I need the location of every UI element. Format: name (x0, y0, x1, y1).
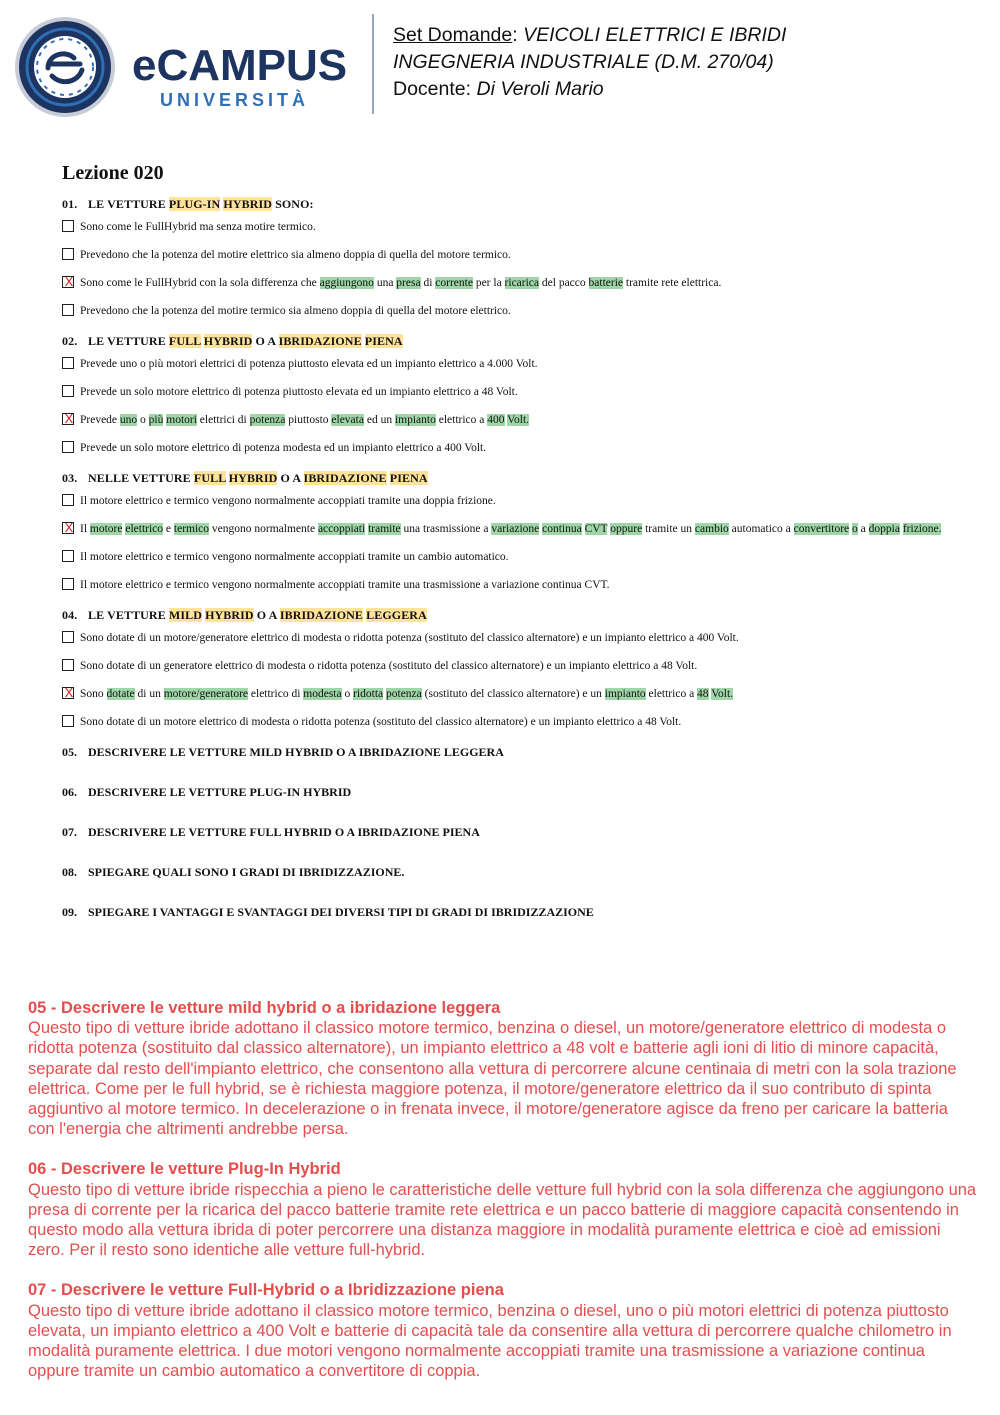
option-text (80, 551, 509, 563)
open-question-title (62, 822, 974, 842)
text-segment: e (163, 523, 174, 535)
answer-option (62, 303, 974, 319)
highlighted-text: motore/generatore (163, 688, 249, 700)
course-line (393, 49, 786, 76)
highlighted-text: termico (173, 523, 210, 535)
answer-option (62, 630, 974, 646)
highlighted-text: elettrico (125, 523, 164, 535)
highlighted-text: modesta (303, 688, 342, 700)
text-segment: automatico a (728, 523, 794, 535)
text-segment: piuttosto (285, 414, 332, 426)
highlighted-text: uno (119, 414, 138, 426)
checkbox-icon[interactable] (62, 659, 74, 671)
text-segment: una (373, 277, 397, 289)
text-segment: Sono come le FullHybrid con la sola differenza che (80, 277, 320, 289)
question-title (62, 605, 974, 625)
open-question-title (62, 782, 974, 802)
answer-option (62, 275, 974, 291)
answers-section (28, 998, 978, 1401)
checkbox-icon[interactable] (62, 385, 74, 397)
answer-option (62, 412, 974, 428)
option-text (80, 579, 610, 591)
question-number: 06. (62, 785, 77, 799)
checkbox-icon[interactable] (62, 578, 74, 590)
answer-option (62, 247, 974, 263)
answer-body: Questo tipo di vetture ibride adottano il classico motore termico, benzina o diesel, un motore/generatore elettrico di modesta o ridotta potenza (sostituito dal classico alternatore), un impianto elettrico a 48 volt e batterie agli ioni di litio di minore capacità, separate dal resto dell'impianto elettrico, che consentono alla vettura di percorrere alcune centinaia di metri con la sola trazione elettrica. Come per le full hybrid, se è richiesta maggiore potenza, il motore/generatore elettrico da il suo contributo di spinta aggiuntivo al motore termico. In decelerazione o in frenata invece, il motore/generatore agisce da freno per caricare la batteria con l'energia che altrimenti andrebbe persa. (28, 1019, 957, 1139)
text-segment: una trasmissione a (400, 523, 492, 535)
highlighted-text: PLUG-IN (168, 197, 221, 211)
question-block (62, 468, 974, 593)
highlighted-text: impianto (604, 688, 646, 700)
question-number: 05. (62, 745, 77, 759)
question-number: 09. (62, 905, 77, 919)
option-text (80, 632, 739, 644)
answer-option (62, 521, 974, 537)
text-segment: tramite un (642, 523, 695, 535)
text-segment: Il motore elettrico e termico vengono normalmente accoppiati tramite una doppia frizione. (80, 495, 496, 507)
text-segment: O A (252, 334, 279, 348)
option-text (80, 249, 511, 261)
text-segment: o (341, 688, 354, 700)
checked-checkbox-icon[interactable] (62, 276, 74, 288)
text-segment: di un (134, 688, 164, 700)
text-segment: LE VETTURE (88, 334, 169, 348)
question-number: 08. (62, 865, 77, 879)
question-number: 02. (62, 334, 78, 348)
open-questions-list (62, 742, 974, 922)
highlighted-text: dotate (106, 688, 135, 700)
text-segment: Prevede un solo motore elettrico di potenza modesta ed un impianto elettrico a 400 Volt. (80, 442, 487, 454)
question-text: DESCRIVERE LE VETTURE FULL HYBRID O A IBRIDAZIONE PIENA (88, 825, 480, 839)
logo-sub-text: UNIVERSITÀ (160, 90, 310, 110)
question-block (62, 605, 974, 730)
text-segment: elettrico di (248, 688, 304, 700)
option-text (80, 660, 697, 672)
highlighted-text: FULL (168, 334, 201, 348)
header-info (393, 22, 786, 103)
set-label: Set Domande (393, 24, 513, 46)
answer-block (28, 998, 978, 1139)
highlighted-text: 400 (487, 414, 505, 426)
checkbox-icon[interactable] (62, 550, 74, 562)
highlighted-text: motori (166, 414, 197, 426)
highlighted-text: frizione. (902, 523, 942, 535)
highlighted-text: IBRIDAZIONE (303, 471, 387, 485)
highlighted-text: presa (396, 277, 421, 289)
answer-option (62, 714, 974, 730)
checked-checkbox-icon[interactable] (62, 413, 74, 425)
lesson-title: Lezione 020 (62, 162, 164, 184)
highlighted-text: PIENA (389, 471, 428, 485)
highlighted-text: oppure (610, 523, 643, 535)
highlighted-text: IBRIDAZIONE (279, 608, 364, 622)
checkbox-icon[interactable] (62, 441, 74, 453)
ecampus-emblem-icon (14, 16, 116, 118)
set-value: VEICOLI ELETTRICI E IBRIDI (523, 24, 787, 46)
highlighted-text: doppia (868, 523, 900, 535)
question-number: 04. (62, 608, 78, 622)
checkbox-icon[interactable] (62, 248, 74, 260)
highlighted-text: ricarica (504, 277, 540, 289)
text-segment: Prevedono che la potenza del motire termico sia almeno doppia di quella del motore elettrico. (80, 305, 511, 317)
checkbox-icon[interactable] (62, 220, 74, 232)
text-segment: LE VETTURE (88, 608, 169, 622)
text-segment: O A (277, 471, 304, 485)
answer-title: 07 - Descrivere le vetture Full-Hybrid o a Ibridizzazione piena (28, 1281, 504, 1300)
open-question-title (62, 902, 974, 922)
answer-body: Questo tipo di vetture ibride rispecchia a pieno le caratteristiche delle vetture full hybrid con la sola differenza che aggiungono una presa di corrente per la ricarica del pacco batterie tramite rete elettrica e un pacco batterie di maggiore capacità consentendo in questo modo alla vettura ibrida di poter percorrere una distanza maggiore in modalità puramente elettrica e cioè ad emissioni zero. Per il resto sono identiche alle vetture full-hybrid. (28, 1180, 977, 1260)
highlighted-text: HYBRID (203, 334, 253, 348)
highlighted-text: batterie (588, 277, 623, 289)
highlighted-text: PIENA (364, 334, 403, 348)
text-segment: Prevede un solo motore elettrico di potenza piuttosto elevata ed un impianto elettrico a 48 Volt. (80, 386, 518, 398)
highlighted-text: corrente (435, 277, 473, 289)
option-text (80, 523, 941, 535)
question-title (62, 331, 974, 351)
page-header (0, 0, 1000, 130)
text-segment: ed un (363, 414, 395, 426)
text-segment: elettrico a (645, 688, 698, 700)
option-text (80, 442, 486, 454)
answer-option (62, 493, 974, 509)
multiple-choice-list (62, 194, 974, 730)
text-segment: LE VETTURE (88, 197, 169, 211)
text-segment: Il motore elettrico e termico vengono normalmente accoppiati tramite una trasmissione a variazione continua CVT. (80, 579, 610, 591)
highlighted-text: CVT (584, 523, 608, 535)
answer-block (28, 1280, 978, 1381)
option-text (80, 386, 518, 398)
question-block (62, 194, 974, 319)
highlighted-text: accoppiati (317, 523, 366, 535)
answer-option (62, 658, 974, 674)
checked-checkbox-icon[interactable] (62, 522, 74, 534)
course-value: INGEGNERIA INDUSTRIALE (D.M. 270/04) (393, 51, 774, 73)
answer-option (62, 219, 974, 235)
text-segment: tramite rete elettrica. (623, 277, 722, 289)
highlighted-text: impianto (394, 414, 436, 426)
teacher-value: Di Veroli Mario (476, 78, 604, 100)
answer-title: 06 - Descrivere le vetture Plug-In Hybrid (28, 1160, 341, 1179)
highlighted-text: LEGGERA (366, 608, 427, 622)
question-text: SPIEGARE QUALI SONO I GRADI DI IBRIDIZZAZIONE. (88, 865, 405, 879)
text-segment: elettrico a (435, 414, 488, 426)
question-number: 01. (62, 197, 78, 211)
highlighted-text: variazione (491, 523, 540, 535)
highlighted-text: HYBRID (223, 197, 272, 211)
highlighted-text: aggiungono (319, 277, 374, 289)
text-segment: Il motore elettrico e termico vengono normalmente accoppiati tramite un cambio automatico. (80, 551, 509, 563)
text-segment: Il (80, 523, 90, 535)
checkbox-icon[interactable] (62, 494, 74, 506)
highlighted-text: MILD (168, 608, 202, 622)
checkbox-icon[interactable] (62, 631, 74, 643)
option-text (80, 688, 733, 700)
highlighted-text: FULL (193, 471, 226, 485)
checked-checkbox-icon[interactable] (62, 687, 74, 699)
text-segment: (sostituto del classico alternatore) e un (421, 688, 605, 700)
option-text (80, 414, 529, 426)
option-text (80, 221, 316, 233)
answer-block (28, 1159, 978, 1260)
text-segment: Sono dotate di un motore elettrico di modesta o ridotta potenza (sostituto del classico alternatore) e un impianto elettrico a 48 Volt. (80, 716, 682, 728)
logo-brand-text: eCAMPUS (132, 41, 348, 90)
checkbox-icon[interactable] (62, 357, 74, 369)
ecampus-wordmark (132, 40, 362, 112)
text-segment: Prevede (80, 414, 120, 426)
highlighted-text: convertitore (793, 523, 850, 535)
question-text: DESCRIVERE LE VETTURE MILD HYBRID O A IBRIDAZIONE LEGGERA (88, 745, 504, 759)
highlighted-text: potenza (386, 688, 422, 700)
text-segment: Prevede uno o più motori elettrici di potenza piuttosto elevata ed un impianto elettrico a 4.000 Volt. (80, 358, 538, 370)
highlighted-text: più (148, 414, 164, 426)
answer-option (62, 384, 974, 400)
text-segment: O A (253, 608, 280, 622)
highlighted-text: tramite (368, 523, 401, 535)
option-text (80, 305, 511, 317)
highlighted-text: potenza (249, 414, 286, 426)
questions-section (62, 160, 974, 942)
highlighted-text: HYBRID (205, 608, 254, 622)
text-segment: vengono normalmente (209, 523, 318, 535)
highlighted-text: IBRIDAZIONE (278, 334, 362, 348)
open-question-title (62, 742, 974, 762)
checkbox-icon[interactable] (62, 715, 74, 727)
answer-option (62, 549, 974, 565)
answer-option (62, 686, 974, 702)
highlighted-text: Volt. (711, 688, 734, 700)
highlighted-text: ridotta (353, 688, 384, 700)
option-text (80, 716, 681, 728)
answer-body: Questo tipo di vetture ibride adottano il classico motore termico, benzina o diesel, uno o più motori elettrici di potenza piuttosto elevata, un impianto elettrico a 400 Volt e batterie di capacità tale da consentire alla vettura di percorrere qualche chilometro in modalità puramente elettrica. I due motori vengono normalmente accoppiati tramite una trasmissione a variazione continua oppure tramite un cambio automatico a convertitore di coppia. (28, 1301, 952, 1381)
question-text: DESCRIVERE LE VETTURE PLUG-IN HYBRID (88, 785, 352, 799)
question-block (62, 331, 974, 456)
answer-option (62, 577, 974, 593)
highlighted-text: motore (89, 523, 123, 535)
checkbox-icon[interactable] (62, 304, 74, 316)
text-segment: Sono come le FullHybrid ma senza motire termico. (80, 221, 316, 233)
option-text (80, 277, 721, 289)
text-segment: elettrici di (196, 414, 250, 426)
text-segment: Prevedono che la potenza del motire elettrico sia almeno doppia di quella del motore termico. (80, 249, 511, 261)
question-number: 03. (62, 471, 78, 485)
text-segment: a (857, 523, 869, 535)
text-segment: del pacco (539, 277, 589, 289)
answer-title: 05 - Descrivere le vetture mild hybrid o a ibridazione leggera (28, 999, 501, 1017)
text-segment: o (137, 414, 149, 426)
text-segment: SONO: (272, 197, 314, 211)
highlighted-text: cambio (694, 523, 729, 535)
question-title (62, 194, 974, 214)
text-segment: NELLE VETTURE (88, 471, 194, 485)
highlighted-text: continua (542, 523, 582, 535)
answer-option (62, 440, 974, 456)
highlighted-text: HYBRID (228, 471, 278, 485)
text-segment: per la (472, 277, 505, 289)
question-text: SPIEGARE I VANTAGGI E SVANTAGGI DEI DIVERSI TIPI DI GRADI DI IBRIDIZZAZIONE (88, 905, 594, 919)
open-question-title (62, 862, 974, 882)
text-segment: Sono dotate di un motore/generatore elettrico di modesta o ridotta potenza (sostituto del classico alternatore) e un impianto elettrico a 400 Volt. (80, 632, 739, 644)
answer-option (62, 356, 974, 372)
highlighted-text: o (852, 523, 858, 535)
highlighted-text: Volt. (507, 414, 530, 426)
question-title (62, 468, 974, 488)
set-line: Set Domande: VEICOLI ELETTRICI E IBRIDI (393, 24, 787, 46)
text-segment: Sono dotate di un generatore elettrico di modesta o ridotta potenza (sostituto del classico alternatore) e un impianto elettrico a 48 Volt. (80, 660, 698, 672)
teacher-line (393, 76, 786, 103)
option-text (80, 495, 496, 507)
option-text (80, 358, 538, 370)
highlighted-text: 48 (697, 688, 709, 700)
question-number: 07. (62, 825, 77, 839)
text-segment: di (420, 277, 436, 289)
teacher-label: Docente: (393, 78, 472, 100)
header-divider (372, 14, 374, 114)
text-segment: Sono (80, 688, 107, 700)
highlighted-text: elevata (331, 414, 364, 426)
